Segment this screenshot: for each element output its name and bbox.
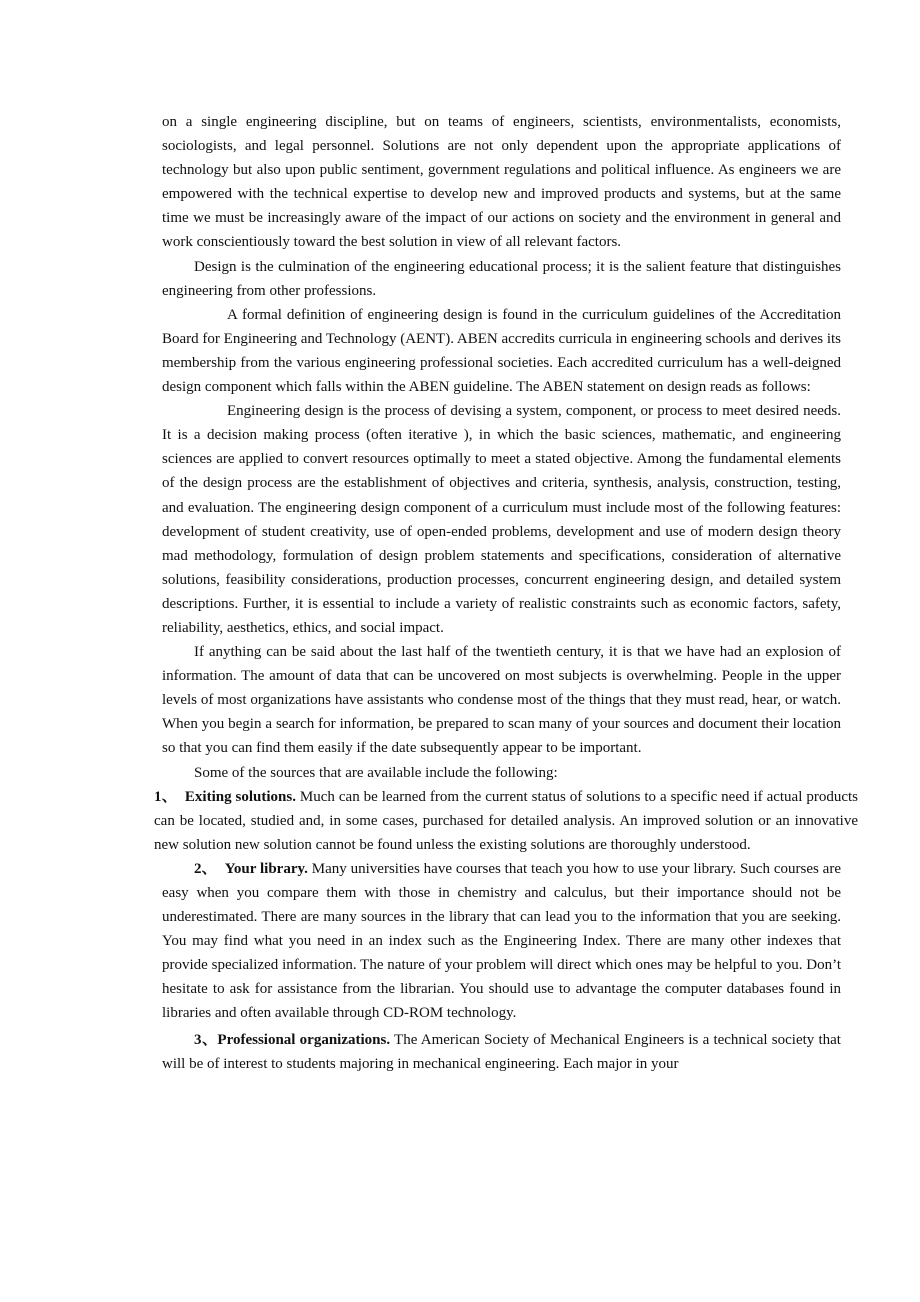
paragraph-teams: on a single engineering discipline, but on teams of engineers, scientists, environmentalists, economists, sociologists, and legal personnel. Solutions are not only dependent upon the appropriate applications of technology but also upon public sentiment, government regulations and political influence. As engineers we are empowered with the technical expertise to develop new and improved products and systems, but at the same time we must be increasingly aware of the impact of our actions on society and the environment in general and work conscientiously toward the best solution in view of all relevant factors. [162,114,841,251]
list-heading: Exiting solutions. [184,788,296,805]
paragraph-sources-intro: Some of the sources that are available include the following: [194,764,558,781]
list-item-professional-organizations [162,1028,841,1076]
paragraph-formal-definition: A formal definition of engineering design is found in the curriculum guidelines of the Accreditation Board for Engineering and Technology (AENT). ABEN accredits curricula in engineering schools and derives its membership from the various engineering professional societies. Each accredited curriculum has a well-deigned design component which falls within the ABEN guideline. The ABEN statement on design reads as follows: [162,306,841,396]
list-number: 1、 [154,788,177,805]
paragraph-design-culmination: Design is the culmination of the engineering educational process; it is the salient feature that distinguishes engineering from other professions. [162,258,841,299]
list-heading: Professional organizations. [217,1031,391,1048]
list-heading: Your library. [224,860,308,877]
list-number: 3、 [194,1031,218,1048]
list-text: Many universities have courses that teach you how to use your library. Such courses are easy when you compare them with those in chemistry and calculus, but their importance should not be underestimated. There are many sources in the library that can lead you to the information that you are seeking. You may find what you need in an index such as the Engineering Index. There are many other indexes that provide specialized information. The nature of your problem will direct which ones may be helpful to you. Don’t hesitate to ask for assistance from the librarian. You should use to advantage the computer databases found in libraries and often available through CD-ROM technology. [162,860,841,1022]
list-item-existing-solutions [154,785,858,857]
list-number: 2、 [194,860,217,877]
list-text: Much can be learned from the current status of solutions to a specific need if actual products can be located, studied and, in some cases, purchased for detailed analysis. An improved solution or an innovative new solution new solution cannot be found unless the existing solutions are thoroughly understood. [154,788,858,853]
document-page [154,110,858,1076]
paragraph-information-explosion: If anything can be said about the last half of the twentieth century, it is that we have had an explosion of information. The amount of data that can be uncovered on most subjects is overwhelming. People in the upper levels of most organizations have assistants who condense most of the things that they must read, hear, or watch. When you begin a search for information, be prepared to scan many of your sources and document their location so that you can find them easily if the date subsequently appear to be important. [162,644,841,757]
list-text: The American Society of Mechanical Engineers is a technical society that will be of interest to students majoring in mechanical engineering. Each major in your [162,1031,841,1072]
list-item-your-library [162,857,841,1026]
paragraph-aben-statement: Engineering design is the process of devising a system, component, or process to meet desired needs. It is a decision making process (often iterative ), in which the basic sciences, mathematic, and engineering sciences are applied to convert resources optimally to meet a stated objective. Among the fundamental elements of the design process are the establishment of objectives and criteria, synthesis, analysis, construction, testing, and evaluation. The engineering design component of a curriculum must include most of the following features: development of student creativity, use of open-ended problems, development and use of modern design theory mad methodology, formulation of design problem statements and specifications, consideration of alternative solutions, feasibility considerations, production processes, concurrent engineering design, and detailed system descriptions. Further, it is essential to include a variety of realistic constraints such as economic factors, safety, reliability, aesthetics, ethics, and social impact. [162,403,841,636]
